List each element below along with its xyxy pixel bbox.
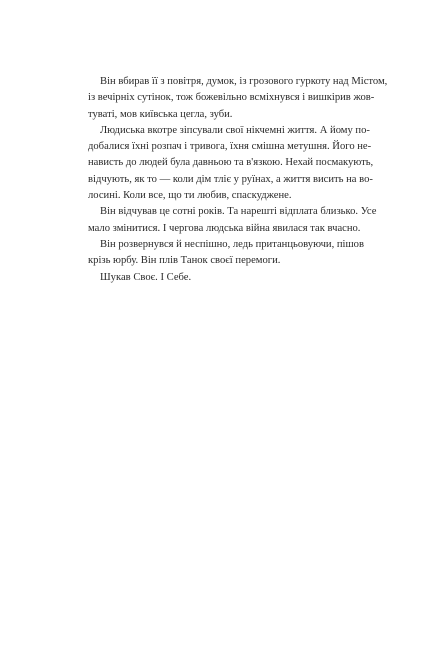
text-line: Він вбирав її з повітря, думок, із грозового гуркоту над Містом,	[100, 76, 388, 87]
text-line: Шукав Своє. І Себе.	[100, 271, 192, 283]
text-line: Людиська вкотре зіпсували свої нікчемні життя. А йому по-	[100, 124, 370, 136]
paragraph-4	[88, 237, 364, 270]
paragraph-3	[88, 204, 377, 237]
body-text	[88, 74, 388, 286]
text-line: мало змінитися. І чергова людська війна явилася так вчасно.	[88, 222, 361, 234]
paragraph-2	[88, 123, 374, 204]
paragraph-5	[88, 270, 356, 286]
text-line: із вечірніх сутінок, тож божевільно всміхнувся і вишкірив жов-	[88, 92, 375, 104]
text-line: туваті, мов київська цегла, зуби.	[88, 108, 233, 120]
text-line: Він розвернувся й неспішно, ледь пританцьовуючи, пішов	[100, 238, 364, 250]
text-line: крізь юрбу. Він плів Танок своєї перемоги.	[88, 255, 281, 267]
text-line: відчують, як то — коли дім тліє у руїнах, а життя висить на во-	[88, 173, 373, 185]
text-line: нависть до людей була давньою та в'язкою. Нехай посмакують,	[88, 157, 374, 169]
text-line: Він відчував це сотні років. Та нарешті відплата близько. Усе	[100, 206, 377, 218]
paragraph-1	[88, 74, 388, 123]
text-line: добалися їхні розпач і тривога, їхня смішна метушня. Його не-	[88, 141, 372, 153]
text-line: лосині. Коли все, що ти любив, спаскуджене.	[88, 190, 292, 202]
